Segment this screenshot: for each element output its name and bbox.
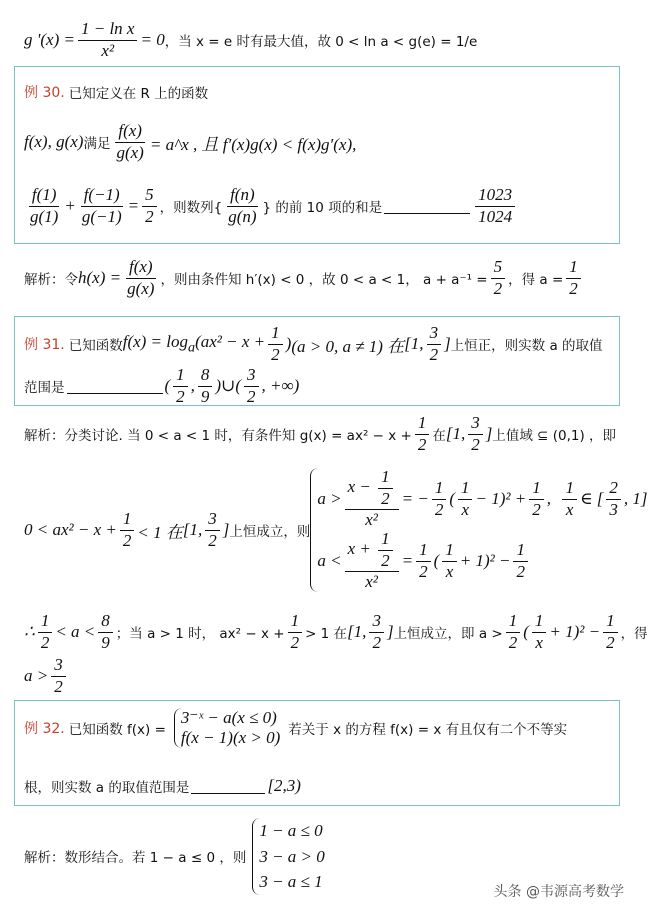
example-32-piecewise bbox=[174, 708, 280, 748]
example-31-line1: 例 31. 已知函数 $f(x) = \log_a(ax^2 - x$ + $\frac{1}{2}$ ) (a > 0, a ≠ 1) 在 [1, $\frac{3}{2}$ ] 上恒正，则实数 a 的取值 bbox=[24, 323, 603, 364]
example-30-answer-den: 1024 bbox=[478, 206, 513, 226]
solution-31-line3-a: ∴ bbox=[24, 622, 35, 642]
example-30-header bbox=[24, 82, 620, 102]
solution-30-label: 解析：令 bbox=[24, 272, 78, 289]
example-30-sum: $\frac{f(1)}{g(1)}$ + $\frac{f(-1)}{g(-1)}$ = $\frac{5}{2}$ ，则数列{ $\frac{f(n)}{g(n)}$ } 的前 10 项的和是 $\frac{1023}{1024}$ bbox=[24, 186, 620, 226]
solution-31-line3-f: ，得 bbox=[620, 626, 648, 643]
solution-31-line4-text: a > bbox=[24, 666, 49, 686]
example-32-line1 bbox=[24, 708, 620, 748]
solution-31-line3-b: < a < bbox=[55, 622, 96, 642]
solution-31-line3-e: 上恒成立，即 a > bbox=[393, 626, 503, 643]
solution-32-system bbox=[252, 818, 324, 895]
answer-blank bbox=[191, 779, 265, 794]
solution-32-c1: 1 − a ≤ 0 bbox=[259, 821, 323, 840]
example-32-intro: 已知函数 f(x) = bbox=[68, 722, 166, 738]
solution-31-line4: a > $\frac{3}{2}$ bbox=[24, 656, 620, 696]
example-31-tail: 上恒正，则实数 a 的取值 bbox=[450, 338, 603, 355]
example-30-cond-text: 满足 bbox=[83, 136, 111, 153]
solution-31-line2: 0 < ax² − x + $\frac{1}{2}$ < 1 在 [1, $\frac{3}{2}$ ] 上恒成立，则 a > x − $\frac{1}{2}$ x² = − $\frac{1}{2}$ ( $\frac{1}{x}$ − 1)² + $\frac{1}{2}$ , $\frac{1}{x}$ ∈ [ $\frac{2}{3}$ , 1] a < x + $\frac{1}{2}$ x² = $\frac{1}{2}$ ( $\frac{1}{x}$ + 1)² − $\frac{1}{2}$ bbox=[24, 467, 648, 592]
example-32-case2: f(x − 1)(x > 0) bbox=[180, 728, 281, 747]
answer-blank bbox=[67, 379, 163, 394]
solution-31-line2-a: 0 < ax² − x + bbox=[24, 520, 117, 540]
solution-30-text: ，则由条件知 h′(x) < 0 ，故 0 < a < 1， a + a⁻¹ = bbox=[160, 272, 488, 289]
solution-31-line2-b: < 1 在 bbox=[137, 522, 183, 542]
solution-31-line2-c: 上恒成立，则 bbox=[229, 524, 311, 541]
solution-31-line1-c: 上值域 ⊆ (0,1) ，即 bbox=[492, 428, 617, 445]
answer-blank bbox=[384, 199, 470, 214]
example-30-cond-rest: = a^x , 且 f′(x)g(x) < f(x)g′(x), bbox=[149, 134, 357, 154]
solution-30-tail: ，得 a = bbox=[508, 272, 564, 289]
solution-32-label: 解析：数形结合。若 1 − a ≤ 0 ，则 bbox=[24, 850, 247, 867]
solution-31-line1: 解析：分类讨论. 当 0 < a < 1 时，有条件知 g(x) = ax² − x + $\frac{1}{2}$ 在 [1, $\frac{3}{2}$ ] 上值域 ⊆ (0,1) ，即 bbox=[24, 413, 617, 454]
example-32-answer: [2,3) bbox=[267, 776, 301, 795]
solution-31-line1-b: 在 bbox=[432, 428, 446, 445]
example-30-intro: 已知定义在 R 上的函数 bbox=[68, 86, 209, 102]
example-30-sum-text: ，则数列{ bbox=[159, 200, 223, 217]
example-30-answer-num: 1023 bbox=[475, 186, 515, 207]
example-30-condition: f(x), g(x) 满足 $\frac{f(x)}{g(x)}$ = a^x , 且 f′(x)g(x) < f(x)g′(x), bbox=[24, 121, 357, 162]
example-32-line2-text: 根，则实数 a 的取值范围是 bbox=[24, 780, 190, 796]
example-32-line2 bbox=[24, 776, 620, 796]
solution-32-c2: 3 − a > 0 bbox=[259, 846, 325, 866]
example-31-label: 例 31. bbox=[24, 337, 65, 354]
example-31-line2: 范围是 ( $\frac{1}{2}$ , $\frac{8}{9}$ ) ∪ ( $\frac{3}{2}$ , +∞) bbox=[24, 365, 300, 406]
example-32-case1: 3⁻ˣ − a(x ≤ 0) bbox=[180, 708, 277, 727]
example-32-label: 例 32. bbox=[24, 721, 65, 737]
watermark: 头条 @韦源高考数学 bbox=[493, 884, 624, 900]
solution-30: 解析：令 h(x) = $\frac{f(x)}{g(x)}$ ，则由条件知 h′(x) < 0 ，故 0 < a < 1， a + a⁻¹ = $\frac{5}{2}$ ，得 a = $\frac{1}{2}$ bbox=[24, 258, 620, 298]
example-32-tail: 若关于 x 的方程 f(x) = x 有且仅有二个不等实 bbox=[288, 722, 568, 738]
solution-31-line3-d: > 1 在 bbox=[305, 626, 348, 643]
example-31-line2-text: 范围是 bbox=[24, 380, 65, 397]
solution-31-line3-c: ；当 a > 1 时， ax² − x + bbox=[115, 626, 285, 643]
example-30-sum-tail: } 的前 10 项的和是 bbox=[262, 200, 383, 217]
solution-32-c3: 3 − a ≤ 1 bbox=[259, 872, 323, 891]
solution-31-line1-a: 解析：分类讨论. 当 0 < a < 1 时，有条件知 g(x) = ax² − x + bbox=[24, 428, 412, 445]
example-31-cond: (a > 0, a ≠ 1) 在 bbox=[291, 336, 405, 356]
solution-31-system: a > x − $\frac{1}{2}$ x² = − $\frac{1}{2}$ ( $\frac{1}{x}$ − 1)² + $\frac{1}{2}$ , $\frac{1}{x}$ ∈ [ $\frac{2}{3}$ , 1] a < x + $\frac{1}{2}$ x² = $\frac{1}{2}$ ( $\frac{1}{x}$ + 1)² − $\frac{1}{2}$ bbox=[310, 468, 647, 592]
solution-31-line3: ∴ $\frac{1}{2}$ < a < $\frac{8}{9}$ ；当 a > 1 时， ax² − x + $\frac{1}{2}$ > 1 在 [1, $\frac{3}{2}$ ] 上恒成立，即 a > $\frac{1}{2}$ ( $\frac{1}{x}$ + 1)² − $\frac{1}{2}$ ，得 bbox=[24, 611, 648, 652]
example-31-intro: 已知函数 bbox=[68, 338, 123, 355]
top-derivative-line: g '(x) = $\frac{\text{1 − ln x}}{\text{x²}}$ = 0 ，当 x = e 时有最大值，故 0 < ln a < g(e) = 1/e bbox=[24, 19, 478, 60]
example-30-label: 例 30. bbox=[24, 85, 65, 101]
top-derivative-text: ，当 x = e 时有最大值，故 0 < ln a < g(e) = 1/e bbox=[164, 34, 478, 51]
example-31-answer-union: ∪ bbox=[221, 376, 236, 396]
